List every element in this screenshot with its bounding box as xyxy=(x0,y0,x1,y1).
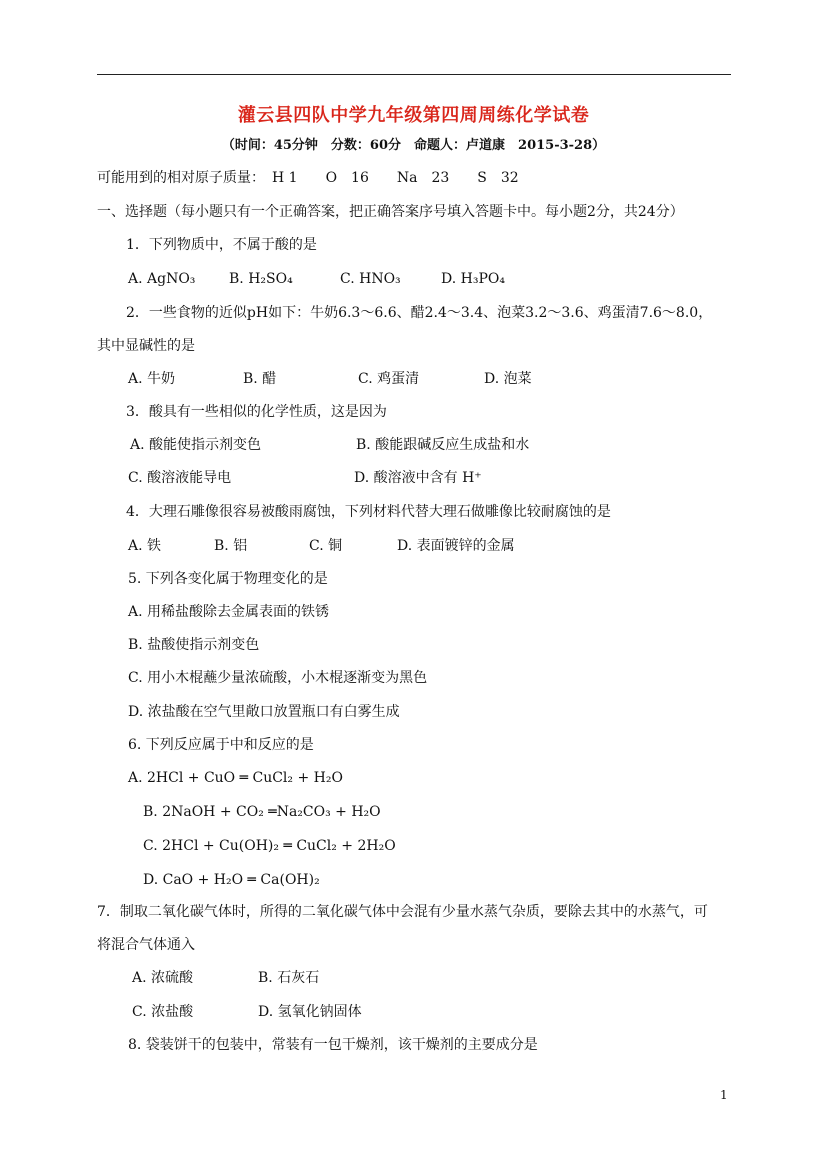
question-7-stem-cont: 将混合气体通入 xyxy=(97,937,195,953)
question-1-stem: 1．下列物质中，不属于酸的是 xyxy=(126,237,317,253)
question-1-option-b: B. H₂SO₄ xyxy=(229,271,293,287)
page-number: 1 xyxy=(720,1088,728,1102)
question-7-option-b: B. 石灰石 xyxy=(258,970,320,986)
question-3-stem: 3．酸具有一些相似的化学性质，这是因为 xyxy=(126,404,387,420)
question-1-option-c: C. HNO₃ xyxy=(340,271,401,287)
question-7-option-c: C. 浓盐酸 xyxy=(132,1004,194,1020)
question-6-option-b: B. 2NaOH + CO₂ ═Na₂CO₃ + H₂O xyxy=(143,804,381,820)
question-3-option-a: A. 酸能使指示剂变色 xyxy=(130,437,262,453)
question-6-stem: 6. 下列反应属于中和反应的是 xyxy=(128,737,314,753)
question-6-option-a: A. 2HCl + CuO ═ CuCl₂ + H₂O xyxy=(128,770,343,786)
question-7-option-a: A. 浓硫酸 xyxy=(132,970,194,986)
question-1-option-a: A. AgNO₃ xyxy=(128,271,196,287)
question-4-stem: 4．大理石雕像很容易被酸雨腐蚀，下列材料代替大理石做雕像比较耐腐蚀的是 xyxy=(126,504,611,520)
question-4-option-d: D. 表面镀锌的金属 xyxy=(397,538,515,554)
question-2-option-c: C. 鸡蛋清 xyxy=(358,371,420,387)
header-rule xyxy=(97,74,731,75)
question-4-option-a: A. 铁 xyxy=(128,538,162,554)
question-8-stem: 8. 袋装饼干的包装中，常装有一包干燥剂，该干燥剂的主要成分是 xyxy=(128,1037,538,1053)
question-5-stem: 5. 下列各变化属于物理变化的是 xyxy=(128,571,328,587)
question-3-option-c: C. 酸溶液能导电 xyxy=(128,470,232,486)
exam-title: 灌云县四队中学九年级第四周周练化学试卷 xyxy=(237,105,590,126)
question-3-option-d: D. 酸溶液中含有 H⁺ xyxy=(354,470,482,486)
question-5-option-d: D. 浓盐酸在空气里敞口放置瓶口有白雾生成 xyxy=(128,704,400,720)
question-5-option-a: A. 用稀盐酸除去金属表面的铁锈 xyxy=(128,604,330,620)
question-7-stem: 7．制取二氧化碳气体时，所得的二氧化碳气体中会混有少量水蒸气杂质，要除去其中的水蒸气，可 xyxy=(97,904,708,920)
question-2-stem-cont: 其中显碱性的是 xyxy=(97,338,195,354)
question-3-option-b: B. 酸能跟碱反应生成盐和水 xyxy=(356,437,530,453)
atomic-masses: 可能用到的相对原子质量： H 1 O 16 Na 23 S 32 xyxy=(97,170,519,186)
exam-subtitle: （时间：45分钟 分数：60分 命题人：卢道康 2015-3-28） xyxy=(221,138,606,153)
question-6-option-c: C. 2HCl + Cu(OH)₂ ═ CuCl₂ + 2H₂O xyxy=(143,838,396,854)
section-heading: 一、选择题（每小题只有一个正确答案，把正确答案序号填入答题卡中。每小题2分，共24分） xyxy=(97,204,684,220)
question-5-option-c: C. 用小木棍蘸少量浓硫酸，小木棍逐渐变为黑色 xyxy=(128,670,428,686)
question-4-option-c: C. 铜 xyxy=(309,538,343,554)
question-1-option-d: D. H₃PO₄ xyxy=(441,271,505,287)
question-5-option-b: B. 盐酸使指示剂变色 xyxy=(128,637,260,653)
question-2-option-d: D. 泡菜 xyxy=(484,371,532,387)
question-6-option-d: D. CaO + H₂O ═ Ca(OH)₂ xyxy=(143,872,320,888)
question-7-option-d: D. 氢氧化钠固体 xyxy=(258,1004,362,1020)
question-4-option-b: B. 铝 xyxy=(214,538,248,554)
question-2-option-a: A. 牛奶 xyxy=(128,371,176,387)
question-2-option-b: B. 醋 xyxy=(243,371,277,387)
question-2-stem: 2．一些食物的近似pH如下：牛奶6.3～6.6、醋2.4～3.4、泡菜3.2～3.6、鸡蛋清7.6～8.0， xyxy=(126,305,713,321)
